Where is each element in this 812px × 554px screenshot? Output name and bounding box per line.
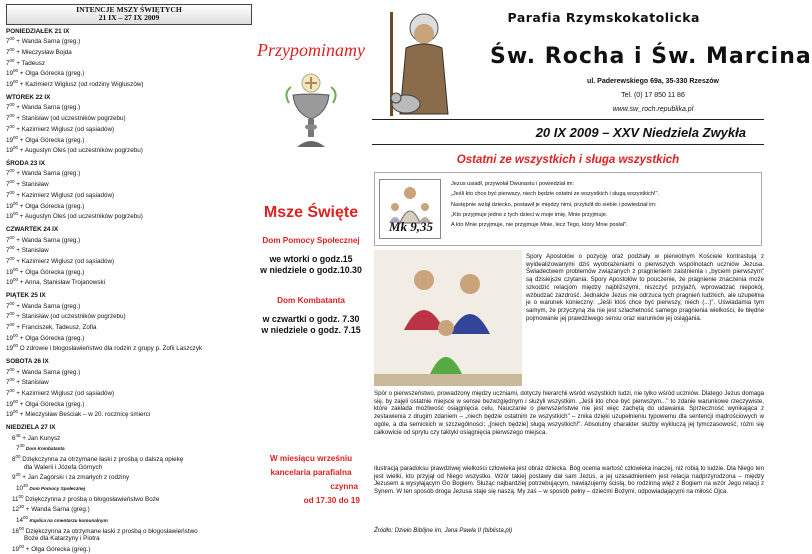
gospel-box <box>374 172 762 246</box>
intention-hour: 7 <box>6 302 10 310</box>
chalice-icon <box>283 73 339 153</box>
intention-line <box>6 376 252 387</box>
intention-text: + Wanda Sarna (greg.) <box>14 170 81 178</box>
intention-minutes: 30 <box>23 482 29 488</box>
intentions-header <box>6 4 252 25</box>
intention-day <box>6 160 252 221</box>
office-note-4: od 17.30 do 19 <box>303 496 360 505</box>
gospel-reference: Mk 9,35 <box>388 219 434 234</box>
intention-day <box>6 94 252 155</box>
intention-minutes: 00 <box>9 179 15 185</box>
intention-line <box>6 200 252 211</box>
intention-day-sunday <box>6 424 252 554</box>
intention-line <box>6 366 252 377</box>
intention-minutes: 00 <box>9 47 15 53</box>
intention-hour: 12 <box>12 506 20 514</box>
intention-hour: 7 <box>6 181 10 189</box>
intention-minutes: 00 <box>9 366 15 372</box>
intention-line <box>6 387 252 398</box>
intention-text: + Wanda Sarna (greg.) <box>24 506 90 514</box>
intention-hour: 9 <box>12 474 16 482</box>
intention-hour: 7 <box>6 236 10 244</box>
intention-text: Dziękczynna za otrzymane łaski z prośbą o dalszą opiekę <box>20 456 184 464</box>
intention-minutes: 00 <box>13 409 19 415</box>
intention-line <box>6 210 252 221</box>
intention-text: + Olga Górecka (greg.) <box>18 202 85 210</box>
intention-hour: 19 <box>12 546 20 554</box>
intention-hour: 14 <box>16 517 24 525</box>
intention-minutes: 00 <box>13 266 19 272</box>
intention-text: + Stanisław <box>14 379 49 387</box>
saint-roch-image <box>376 4 460 124</box>
intention-day <box>6 226 252 287</box>
intention-line <box>6 67 252 78</box>
intention-line <box>6 464 252 472</box>
intention-text: Dziękczynna za otrzymane łaski z prośbą o błogosławieństwo <box>24 527 198 535</box>
intention-line <box>6 144 252 155</box>
intention-line <box>6 525 252 536</box>
intention-hour: 10 <box>16 485 24 493</box>
intention-line <box>6 244 252 255</box>
intention-minutes: 00 <box>13 79 19 85</box>
parish-website: www.sw_roch.republika.pl <box>612 106 694 113</box>
intention-hour: 19 <box>6 411 14 419</box>
intention-text: O zdrowie i błogosławieństwo dla rodzin z grupy p. Zofii Laszczyk <box>18 345 203 353</box>
intention-minutes: 00 <box>9 113 15 119</box>
intention-minutes: 45 <box>15 432 21 438</box>
intention-minutes: 00 <box>13 200 19 206</box>
intention-text: + Kazimierz Wiglusz (od sąsiadów) <box>14 125 115 133</box>
intention-minutes: 00 <box>9 311 15 317</box>
intention-text: + Kazimierz Wiglusz (od sąsiadów) <box>14 257 115 265</box>
intention-line <box>6 482 252 493</box>
intention-text: + Kazimierz Wiglusz (od rodziny Wigluszów) <box>18 81 144 89</box>
intention-text: + Olga Górecka (greg.) <box>18 70 85 78</box>
intention-line <box>6 101 252 112</box>
intention-text: + Wanda Sarna (greg.) <box>14 104 81 112</box>
intentions-column <box>6 4 252 554</box>
intention-text: + Tadeusz <box>14 59 46 67</box>
intention-line <box>6 332 252 343</box>
intention-minutes: 00 <box>9 189 15 195</box>
intention-minutes: 00 <box>9 387 15 393</box>
intention-hour: 7 <box>6 115 10 123</box>
intention-hour: 7 <box>6 313 10 321</box>
intention-line <box>6 234 252 245</box>
intention-minutes: 00 <box>13 343 19 349</box>
office-note-2: kancelaria parafialna <box>270 468 352 477</box>
intention-hour: 7 <box>6 125 10 133</box>
intention-hour: 7 <box>6 49 10 57</box>
parish-title: Parafia Rzymskokatolicka <box>507 10 700 25</box>
intention-hour: 7 <box>6 379 10 387</box>
intention-hour: 19 <box>6 136 14 144</box>
intention-location: Dom Kombatanta <box>24 446 65 452</box>
intention-text: + Olga Górecka (greg.) <box>18 268 85 276</box>
intention-text: + Wanda Sarna (greg.) <box>14 38 81 46</box>
intention-text: + Olga Górecka (greg.) <box>18 400 85 408</box>
intention-minutes: 00 <box>13 68 19 74</box>
intention-text: Boże dla Katarzyny i Piotra <box>24 535 100 543</box>
dk-label: Dom Kombatanta <box>277 296 345 305</box>
intention-minutes: 00 <box>13 145 19 151</box>
intention-minutes: 00 <box>23 515 29 520</box>
intention-hour: 19 <box>6 279 14 287</box>
intention-hour: 19 <box>6 202 14 210</box>
intention-minutes: 00 <box>15 453 21 459</box>
intention-line <box>6 432 252 443</box>
intention-text: + Stanisław (od uczestników pogrzebu) <box>14 313 126 321</box>
day-name: CZWARTEK 24 IX <box>6 225 59 233</box>
intention-line <box>6 78 252 89</box>
intention-line <box>6 503 252 514</box>
intention-hour: 7 <box>6 368 10 376</box>
intention-text: + Wanda Sarna (greg.) <box>14 368 81 376</box>
intention-hour: 19 <box>6 70 14 78</box>
day-name: WTOREK 22 IX <box>6 93 51 101</box>
intention-text: + Augustyn Oleś (od uczestników pogrzebu) <box>18 147 143 155</box>
intention-line <box>6 321 252 332</box>
intention-line <box>6 35 252 46</box>
intention-text: + Stanisław (od uczestników pogrzebu) <box>14 115 126 123</box>
intention-minutes: 00 <box>19 525 25 531</box>
intentions-days <box>6 28 252 554</box>
intention-hour: 7 <box>6 170 10 178</box>
gospel-line: „Jeśli kto chce być pierwszy, niech będzie ostatni ze wszystkich i sługą wszystkich!". <box>451 191 659 198</box>
intention-text: + Stanisław <box>14 181 49 189</box>
intention-hour: 19 <box>6 400 14 408</box>
intention-line <box>6 134 252 145</box>
gospel-line: Następnie wziął dziecko, postawił je między nimi, przytulił do siebie i powiedział im: <box>451 201 657 208</box>
intention-line <box>6 342 252 353</box>
gospel-ref-box <box>379 179 441 239</box>
intention-text: + Anna, Stanisław Trojanowski <box>18 279 106 287</box>
intention-minutes: 00 <box>19 543 25 549</box>
intention-line <box>6 123 252 134</box>
intention-minutes: 00 <box>13 277 19 283</box>
intention-line <box>6 112 252 123</box>
intention-hour: 6 <box>12 434 16 442</box>
intention-minutes: 00 <box>9 102 15 108</box>
intention-line <box>6 167 252 178</box>
parish-contact <box>568 75 738 117</box>
intention-text: + Wanda Sarna (greg.) <box>14 302 81 310</box>
intention-line <box>6 493 252 504</box>
intention-text: + Kazimierz Wiglusz (od sąsiadów) <box>14 191 115 199</box>
intention-hour: 19 <box>6 334 14 342</box>
intention-hour: 7 <box>6 191 10 199</box>
intention-minutes: 00 <box>13 134 19 140</box>
intention-text: + Jan Kunysz <box>20 434 61 442</box>
intention-text: + Olga Górecka (greg.) <box>24 546 91 554</box>
intention-minutes: 00 <box>18 493 24 499</box>
commentary-p2: Spór o pierwszeństwo, prowadzony między uczniami, dotyczy hierarchii wśród wszystkich ludzi, nie tylko wśród uczniów. Dlatego Jezus domaga się, by zajęli ostatnie miejsce w sensie bezwzględnym i służyli wszystkim. „Jeśli kto chce być pierwszym..." to zdanie warunkowe rzeczywiste, które zakłada możliwość osiągnięcia celu. Nauczanie o pierwszeństwie nie jest więc zachętą do udawania. Sprzeczność wynikająca z zestawienia z drugim zdaniem – „niech będzie ostatnim ze wszystkich" – znika dzięki uzupełnieniu typowemu dla sentencji mądrościowych w ogóle, a dla semickich w szczególności: „[niech będzie] sługą wszystkich!". Absolutny charakter służby wykluczą jej tymczasowość, różni się całkowicie od sprytu czy taktyki osiągnięcia pierwszego miejsca. <box>374 390 764 436</box>
day-name: SOBOTA 26 IX <box>6 357 49 365</box>
intention-location: Kaplica na cmentarzu komunalnym <box>28 518 108 524</box>
intention-minutes: 00 <box>9 300 15 306</box>
msze-heading: Msze Święte <box>263 204 359 221</box>
intention-minutes: 00 <box>9 234 15 240</box>
intention-hour: 7 <box>16 445 20 453</box>
intention-hour: 7 <box>6 324 10 331</box>
intention-line <box>6 543 252 554</box>
gospel-line: A kto Mnie przyjmuje, nie przyjmuje Mnie, lecz Tego, który Mnie posłał". <box>451 222 628 229</box>
intentions-title: INTENCJE MSZY ŚWIĘTYCH <box>76 5 182 14</box>
dk-time-2: w niedziele o godz. 7.15 <box>261 325 361 335</box>
intention-minutes: 30 <box>19 504 25 510</box>
intention-day <box>6 292 252 353</box>
intention-line <box>6 276 252 287</box>
apostles-illustration <box>374 250 522 386</box>
saints-title: Św. Rocha i Św. Marcina <box>490 44 812 69</box>
office-note-1: W miesiącu wrześniu <box>269 454 353 463</box>
intention-line <box>6 471 252 482</box>
intention-hour: 7 <box>6 390 10 398</box>
sunday-date: 20 IX 2009 – XXV Niedziela Zwykła <box>535 125 746 140</box>
intention-line <box>6 453 252 464</box>
source-note: Źródło: Dzieło Biblijne im. Jana Pawła II (biblista.pl) <box>374 527 513 534</box>
office-note-3: czynna <box>330 482 358 491</box>
intention-hour: 19 <box>6 213 14 221</box>
dk-time-1: w czwartki o godz. 7.30 <box>262 314 360 324</box>
przypominamy-heading: Przypominamy <box>257 40 365 60</box>
commentary-p1: Spory Apostołów o pozycję oraz podziały w pierwotnym Kościele kontrastują z wyidealizowanymi dziś wyobrażeniami o pierwszych wspólnotach uczniów Jezusa. Świadectwem problemów związanych z pragnieniem zaistnienia i „byciem pierwszym" są dzisiejsze czytania. Spory Apostołów to pouczenie, że pragnienie znaczenia może szkodzić relacjom między najbliższymi, niszczyć przyjaźń, wprowadzać niepokój, wzbudzać zazdrość. Jednakże Jezus nie odrzuca tych pragnień ludzkich, ale uzupełnia je o warunek konieczny: „Jeśli ktoś chce być pierwszy, niech (...)". Uświadamia tym samym, że przyczyną zła nie jest szlachetność samego pragnienia wielkości, ile błędne pojmowanie jej prawdziwego sensu oraz warunków jej osiągania. <box>526 253 764 322</box>
gospel-text <box>451 179 759 230</box>
intention-minutes: 00 <box>9 36 15 42</box>
intentions-dates: 21 IX – 27 IX 2009 <box>98 13 160 23</box>
intention-day <box>6 28 252 89</box>
intention-text: + Jan Zagórski i za zmarłych z rodziny <box>20 474 130 482</box>
intention-hour: 7 <box>6 247 10 255</box>
intention-hour: 16 <box>12 527 20 535</box>
day-name: PONIEDZIAŁEK 21 IX <box>6 27 70 35</box>
intention-hour: 11 <box>12 495 19 503</box>
day-name: PIĄTEK 25 IX <box>6 291 46 299</box>
intention-line <box>6 442 252 453</box>
intention-line <box>6 266 252 277</box>
parish-address: ul. Paderewskiego 69a, 35-330 Rzeszów <box>587 78 719 85</box>
intention-line <box>6 300 252 311</box>
reminders-column <box>256 4 366 540</box>
jesus-children-icon <box>383 183 437 223</box>
dps-time-1: we wtorki o godz.15 <box>269 254 353 264</box>
intention-text: + Wanda Sarna (greg.) <box>14 236 81 244</box>
intention-line <box>6 178 252 189</box>
intention-minutes: 00 <box>9 123 15 129</box>
intention-text: + Mieczysław Beściak – w 20. rocznicę śmierci <box>18 411 151 419</box>
intention-day <box>6 358 252 419</box>
intention-line <box>6 398 252 409</box>
intention-minutes: 30 <box>19 443 25 449</box>
intention-hour: 8 <box>12 456 16 464</box>
intention-minutes: 00 <box>13 332 19 338</box>
intention-text: + Mieczysław Bojda <box>14 49 72 57</box>
intention-minutes: 00 <box>9 321 15 327</box>
sunday-subtitle: Ostatni ze wszystkich i sługa wszystkich <box>456 154 680 166</box>
gospel-line: „Kto przyjmuje jedno z tych dzieci w moje imię, Mnie przyjmuje. <box>451 211 608 218</box>
intention-hour: 7 <box>6 257 10 265</box>
intention-minutes: 00 <box>13 211 19 217</box>
intention-text: + Kazimierz Wiglusz (od sąsiadów) <box>14 390 115 398</box>
intention-line <box>6 57 252 68</box>
intention-minutes: 00 <box>9 255 15 261</box>
intention-minutes: 30 <box>15 472 21 478</box>
intention-hour: 19 <box>6 345 14 353</box>
intention-hour: 7 <box>6 59 10 67</box>
intention-line <box>6 189 252 200</box>
intention-text: + Olga Górecka (greg.) <box>18 136 85 144</box>
intention-line <box>6 255 252 266</box>
day-name: ŚRODA 23 IX <box>6 159 45 167</box>
intention-line <box>6 514 252 525</box>
parish-phone: Tel. (0) 17 850 11 86 <box>621 92 685 99</box>
intention-line <box>6 310 252 321</box>
intention-text: + Franciszek, Tadeusz, Zofia <box>14 324 97 331</box>
intention-minutes: 00 <box>13 398 19 404</box>
intention-minutes: 00 <box>9 377 15 383</box>
gospel-line: Jezus usiadł, przywołał Dwunastu i powiedział im: <box>451 181 575 187</box>
intention-hour: 19 <box>6 147 14 155</box>
dps-time-2: w niedziele o godz.10.30 <box>260 265 362 275</box>
intention-line <box>6 535 252 543</box>
intention-text: + Olga Górecka (greg.) <box>18 334 85 342</box>
date-bar <box>372 119 764 145</box>
intention-hour: 7 <box>6 38 10 46</box>
intention-hour: 19 <box>6 81 14 89</box>
intention-minutes: 00 <box>9 245 15 251</box>
intention-location: Dom Pomocy Społecznej <box>28 486 86 492</box>
dps-label: Dom Pomocy Społecznej <box>262 236 360 245</box>
intention-line <box>6 408 252 419</box>
day-name: NIEDZIELA 27 IX <box>6 424 56 431</box>
intention-text: + Stanisław <box>14 247 49 255</box>
intention-text: Dziękczynna z prośbą o błogosławieństwo Boże <box>23 495 160 503</box>
intention-minutes: 00 <box>9 168 15 174</box>
commentary-p3: Ilustracją paradoksu prawdziwej wielkości człowieka jest obraz dziecka. Bóg ocenia wartość człowieka inaczej, niż robią to ludzie. Dla Niego ten jest wielki, kto przyjął od Niego wszystko. Wzór takiej postawy dał sam Jezus, a jej uzasadnieniem jest relacja nadprzyrodzona – między Jezusem a wysyłającym Go Bogiem. Służąc najbardziej potrzebującym, nawiązujemy ścisłą, bo rodzinną więź z Bogiem na wzór Jego relacji z Synem. W ten sposób droga Jezusa staje się naszą. My zaś – w sposób pełny – dziećmi Bożymi, odpowiadającymi na miłość Ojca. <box>374 465 764 496</box>
intention-minutes: 00 <box>9 57 15 63</box>
intention-text: + Augustyn Oleś (od uczestników pogrzebu) <box>18 213 143 221</box>
parish-header <box>372 4 812 113</box>
intention-text: dla Walerii i Józefa Górnych <box>24 463 103 471</box>
intention-hour: 19 <box>6 268 14 276</box>
intention-line <box>6 46 252 57</box>
intention-hour: 7 <box>6 104 10 112</box>
